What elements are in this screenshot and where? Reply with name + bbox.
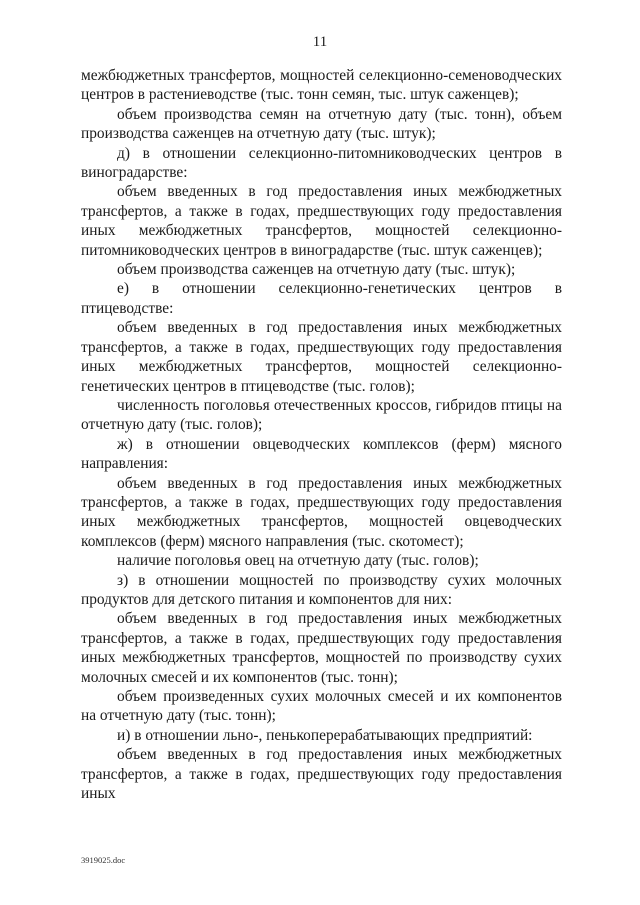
paragraph: наличие поголовья овец на отчетную дату (тыс. голов); bbox=[117, 552, 479, 570]
paragraph: з) в отношении мощностей по производству сухих молочных продуктов для детского питания и компонентов для них: bbox=[81, 571, 562, 608]
paragraph: объем введенных в год предоставления иных межбюджетных трансфертов, а также в годах, предшествующих году предоставления иных межбюджетных трансфертов, мощностей овцеводческих комплексов (ферм) мясного направления (тыс. скотомест); bbox=[81, 474, 562, 550]
paragraph: д) в отношении селекционно-питомниководческих центров в виноградарстве: bbox=[81, 144, 562, 182]
paragraph: объем произведенных сухих молочных смесей и их компонентов на отчетную дату (тыс. тонн); bbox=[81, 688, 562, 725]
paragraph: объем введенных в год предоставления иных межбюджетных трансфертов, а также в годах, предшествующих году предоставления иных межбюджетных трансфертов, мощностей селекционно-генетических центров в птицеводстве (тыс. голов); bbox=[81, 319, 562, 395]
paragraph: объем введенных в год предоставления иных межбюджетных трансфертов, а также в годах, предшествующих году предоставления иных межбюджетных трансфертов, мощностей по производству сухих молочных смесей и их компонентов (тыс. тонн); bbox=[81, 610, 562, 686]
paragraph: ж) в отношении овцеводческих комплексов (ферм) мясного направления: bbox=[81, 435, 562, 473]
paragraph: и) в отношении льно-, пенькоперерабатывающих предприятий: bbox=[117, 726, 533, 744]
paragraph: численность поголовья отечественных кроссов, гибридов птицы на отчетную дату (тыс. голов); bbox=[81, 396, 562, 434]
paragraph: е) в отношении селекционно-генетических центров в птицеводстве: bbox=[81, 280, 562, 317]
paragraph: объем производства семян на отчетную дату (тыс. тонн), объем производства саженцев на отчетную дату (тыс. штук); bbox=[81, 105, 562, 143]
paragraph: объем производства саженцев на отчетную дату (тыс. штук); bbox=[117, 261, 516, 279]
paragraph: межбюджетных трансфертов, мощностей селекционно-семеноводческих центров в растениеводстве (тыс. тонн семян, тыс. штук саженцев); bbox=[81, 67, 562, 104]
paragraph: объем введенных в год предоставления иных межбюджетных трансфертов, а также в годах, предшествующих году предоставления иных межбюджетных трансфертов, мощностей селекционно-питомниководческих центров в виноградарстве (тыс. штук саженцев); bbox=[81, 183, 562, 259]
page-number: 11 bbox=[312, 34, 328, 50]
document-body bbox=[81, 66, 562, 803]
document-filename: 3919025.doc bbox=[81, 855, 126, 865]
paragraph: объем введенных в год предоставления иных межбюджетных трансфертов, а также в годах, предшествующих году предоставления иных bbox=[81, 746, 562, 803]
